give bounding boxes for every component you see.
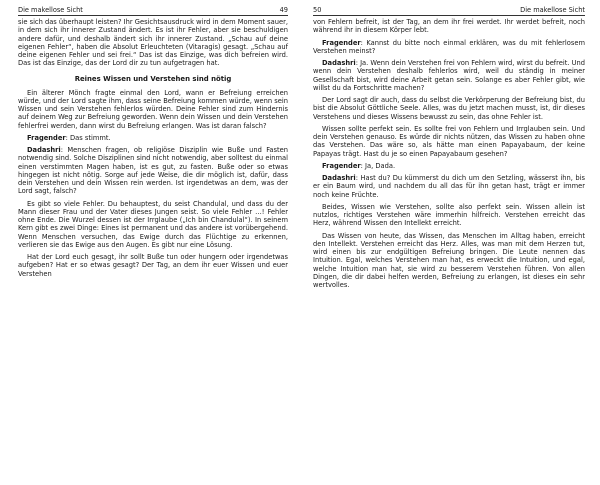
questioner-line [313,162,585,170]
speaker-dadashri: Dadashri [27,146,61,154]
left-running-title: Die makellose Sicht [18,6,83,14]
left-paragraph-4: Hat der Lord euch gesagt, ihr sollt Buße tun oder hungern oder irgendetwas aufgeben? Hat er so etwas gesagt? Der Tag, an dem ihr euer Wissen und euer Verstehen [18,253,288,278]
questioner-line [313,39,585,56]
questioner-line [18,134,288,142]
left-page [18,6,288,278]
speaker-fragender: Fragender [27,133,66,142]
right-page [313,6,585,289]
left-paragraph-3: Es gibt so viele Fehler. Du behauptest, du seist Chandulal, und dass du der Mann dieser Frau und der Vater dieses Jungen seist. So viele Fehler …! Fehler ohne Ende. Die Wurzel dessen ist der Irrglaube („Ich bin Chandulal“). In seinem Kern gibt es zwei Dinge: Eines ist permanent und das andere ist vorübergehend. Wenn Menschen versuchen, das Ewige durch das Flüchtige zu erkennen, verlieren sie das Ewige aus den Augen. Es gibt nur eine Lösung. [18,199,288,249]
dadashri-answer [313,59,585,92]
speaker-fragender: Fragender [322,38,361,47]
dadashri-answer-text: : Ja. Wenn dein Verstehen frei von Fehlern wird, wirst du befreit. Und wenn dein Verstehen deshalb fehlerlos wird, weil du ständig in meiner Gesellschaft bist, wird deine Arbeit getan sein. Solange es aber Fehler gibt, wie willst du da Fortschritte machen? [313,59,585,92]
left-paragraph-2: Ein älterer Mönch fragte einmal den Lord, wann er Befreiung erreichen würde, und der Lord sagte ihm, dass seine Befreiung kommen würde, wenn sein Wissen und sein Verstehen fehlerlos würden. Deine Fehler sind zum Hindernis auf deinem Weg zur Befreiung geworden. Wenn dein Wissen und dein Verstehen fehlerfrei werden, dann wirst du Befreiung erlangen. Was ist daran falsch? [18,88,288,130]
questioner-text: : Das stimmt. [65,133,111,142]
speaker-dadashri: Dadashri [322,174,356,182]
right-running-header [313,6,585,16]
dadashri-answer [313,174,585,199]
dadashri-answer [18,146,288,196]
speaker-fragender: Fragender [322,161,361,170]
right-running-title: Die makellose Sicht [520,6,585,14]
questioner-text: : Ja, Dada. [360,161,396,170]
dadashri-answer-text: : Menschen fragen, ob religiöse Disziplin wie Buße und Fasten notwendig sind. Solche Disziplinen sind nicht notwendig, aber solltest du einmal einen verstimmten Magen haben, ist es gut, zu fasten. Buße oder so etwas hingegen ist nicht nötig. Sorge auf jede Weise, die dir möglich ist, dafür, dass dein Verstehen und dein Wissen rein werden. Ist irgendetwas an dem, was der Lord sagt, falsch? [18,146,288,196]
left-page-number: 49 [279,6,288,14]
right-paragraph-4: Beides, Wissen wie Verstehen, sollte also perfekt sein. Wissen allein ist nutzlos, richtiges Verstehen wäre immerhin hilfreich. Verstehen erreicht das Herz, während Wissen den Intellekt erreicht. [313,202,585,228]
left-paragraph-1: sie sich das überhaupt leisten? Ihr Gesichtsausdruck wird in dem Moment sauer, in dem sich ihr innerer Zustand ändert. Es ist ihr Fehler, aber sie beschuldigen andere dafür, und deshalb ändert sich ihr innerer Zustand. „Schau auf deine eigenen Fehler“, haben die Absolut Erleuchteten (Vitaragis) gesagt. „Schau auf deine eigenen Fehler und sei frei.“ Das ist das Einzige, was dich befreien wird. Das ist das Einzige, das der Lord dir zu tun aufgetragen hat. [18,18,288,68]
right-page-number: 50 [313,6,322,14]
speaker-dadashri: Dadashri [322,59,356,67]
right-paragraph-2: Der Lord sagt dir auch, dass du selbst die Verkörperung der Befreiung bist, du bist die Absolut Göttliche Seele. Alles, was du jetzt machen musst, ist, dir dieses Verstehens und dieses Wissens bewusst zu sein, das ohne Fehler ist. [313,96,585,121]
right-paragraph-3: Wissen sollte perfekt sein. Es sollte frei von Fehlern und Irrglauben sein. Und dein Verstehen genauso. Es würde dir nichts nützen, das Wissen zu haben ohne das Verstehen. Das wäre so, als hätte man einen Papayabaum, der keine Papayas trägt. Hast du je so einen Papayabaum gesehen? [313,124,585,158]
right-paragraph-1: von Fehlern befreit, ist der Tag, an dem ihr frei werdet. Ihr werdet befreit, noch während ihr in diesem Körper lebt. [313,18,585,35]
dadashri-answer-text: : Hast du? Du kümmerst du dich um den Setzling, wässerst ihn, bis er ein Baum wird, und nachdem du all das für ihn getan hast, trägt er immer noch keine Früchte. [313,174,585,199]
left-running-header [18,6,288,16]
questioner-text: : Kannst du bitte noch einmal erklären, was du mit fehlerlosem Verstehen meinst? [313,38,585,55]
section-heading: Reines Wissen und Verstehen sind nötig [74,74,232,83]
right-paragraph-5: Das Wissen von heute, das Wissen, das Menschen im Alltag haben, erreicht den Intellekt. Verstehen erreicht das Herz. Alles, was man mit dem Herzen tut, wird einen bis zur endgültigen Befreiung bringen. Die Leute nennen das Intuition. Egal, welches Verstehen man hat, es erweckt die Intuition, und egal, welche Intuition man hat, sie wird zu besserem Verstehen führen. Von allen Dingen, die dir dabei helfen werden, Befreiung zu erlangen, ist dieses ein sehr wertvolles. [313,231,585,289]
